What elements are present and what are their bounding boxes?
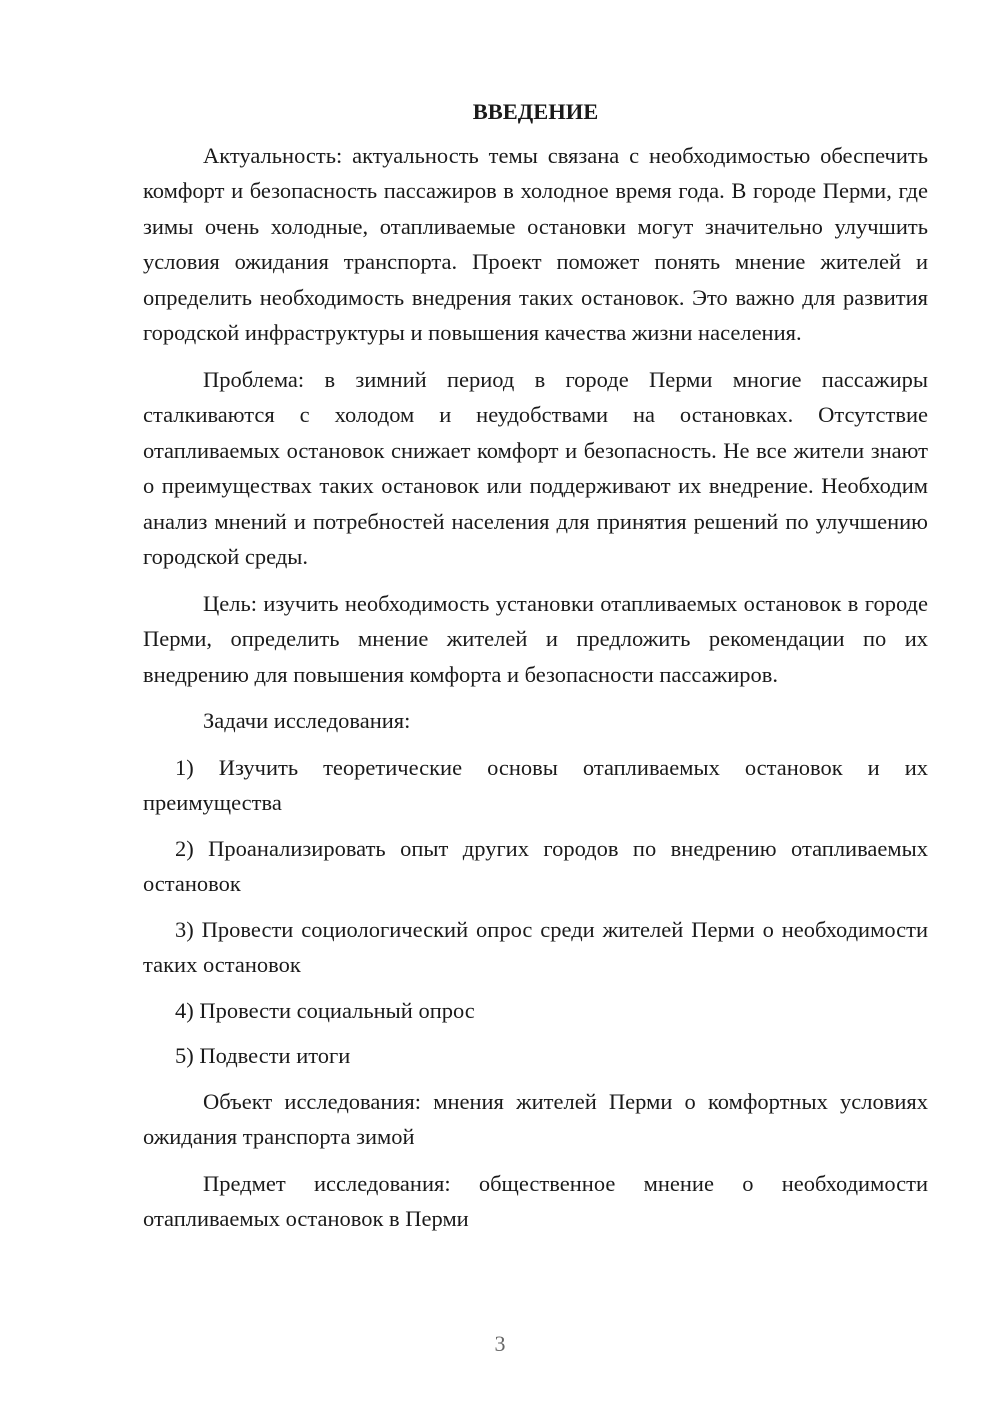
goal-paragraph: Цель: изучить необходимость установки отапливаемых остановок в городе Перми, определить мнение жителей и предложить рекомендации по их внедрению для повышения комфорта и безопасности пассажиров.: [143, 590, 928, 687]
task-item-2: 2) Проанализировать опыт других городов по внедрению отапливаемых остановок: [143, 835, 928, 896]
page-title: ВВЕДЕНИЕ: [472, 99, 599, 124]
task-item-3: 3) Провести социологический опрос среди жителей Перми о необходимости таких остановок: [143, 916, 928, 977]
task-item-1: 1) Изучить теоретические основы отапливаемых остановок и их преимущества: [143, 754, 928, 815]
tasks-heading: Задачи исследования:: [203, 708, 411, 733]
document-body: [143, 94, 928, 1248]
task-item-5: 5) Подвести итоги: [175, 1043, 351, 1068]
problem-paragraph: Проблема: в зимний период в городе Перми многие пассажиры сталкиваются с холодом и неудобствами на остановках. Отсутствие отапливаемых остановок снижает комфорт и безопасность. Не все жители знают о преимуществах таких остановок или поддерживают их внедрение. Необходим анализ мнений и потребностей населения для принятия решений по улучшению городской среды.: [143, 366, 928, 569]
subject-paragraph: Предмет исследования: общественное мнение о необходимости отапливаемых остановок в Перми: [143, 1170, 928, 1231]
page-number: 3: [494, 1331, 506, 1356]
relevance-paragraph: Актуальность: актуальность темы связана с необходимостью обеспечить комфорт и безопасность пассажиров в холодное время года. В городе Перми, где зимы очень холодные, отапливаемые остановки могут значительно улучшить условия ожидания транспорта. Проект поможет понять мнение жителей и определить необходимость внедрения таких остановок. Это важно для развития городской инфраструктуры и повышения качества жизни населения.: [143, 142, 928, 345]
task-item-4: 4) Провести социальный опрос: [175, 997, 475, 1023]
object-paragraph: Объект исследования: мнения жителей Перми о комфортных условиях ожидания транспорта зимой: [143, 1088, 928, 1149]
